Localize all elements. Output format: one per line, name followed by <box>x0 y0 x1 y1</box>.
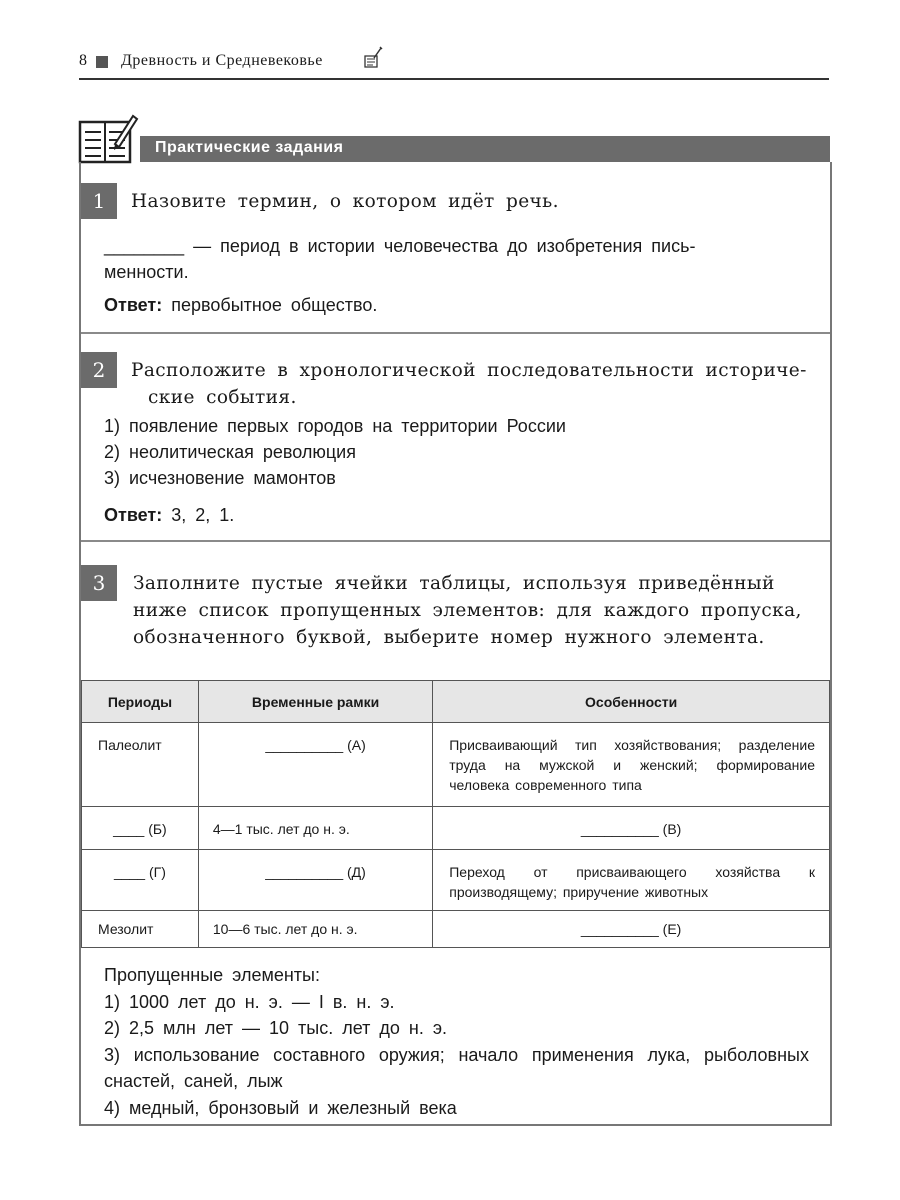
table-cell: __________ (Д) <box>198 850 432 911</box>
task-number-2: 2 <box>81 352 117 388</box>
page-number: 8 <box>79 52 87 69</box>
section-title-bar <box>140 136 830 162</box>
list-item: 4) медный, бронзовый и железный века <box>104 1097 457 1118</box>
list-item: 3) использование составного оружия; начало применения лука, рыболовных снастей, саней, лыж <box>104 1044 809 1091</box>
periods-table <box>81 680 830 948</box>
task-1-text-line-1: ________ — период в истории человечества до изобретения пись- <box>104 236 696 256</box>
table-cell: __________ (В) <box>433 807 830 850</box>
task-2-question-line-1: Расположите в хронологической последовательности историче- <box>131 360 807 381</box>
task-number-3: 3 <box>81 565 117 601</box>
table-cell: ____ (Б) <box>82 807 199 850</box>
table-cell: 4—1 тыс. лет до н. э. <box>198 807 432 850</box>
answer-label: Ответ: <box>104 505 163 525</box>
table-row <box>82 911 830 948</box>
list-item: 2) 2,5 млн лет — 10 тыс. лет до н. э. <box>104 1018 448 1038</box>
task-2-question-line-2: ские события. <box>148 387 297 408</box>
chapter-title: Древность и Средневековье <box>121 52 323 69</box>
missing-elements-list <box>104 962 809 1121</box>
divider <box>81 540 830 542</box>
missing-elements-title: Пропущенные элементы: <box>104 965 320 985</box>
table-row <box>82 807 830 850</box>
task-1-question: Назовите термин, о котором идёт речь. <box>131 191 559 212</box>
table-header-row <box>82 681 830 723</box>
task-1-text-line-2: менности. <box>104 262 189 282</box>
table-cell: Переход от присваивающего хозяйства к производящему; приручение животных <box>433 850 830 911</box>
section-title: Практические задания <box>155 139 344 156</box>
answer-value: первобытное общество. <box>171 295 378 315</box>
task-3-question-line-1: Заполните пустые ячейки таблицы, используя приведённый <box>133 573 775 594</box>
task-2-answer <box>104 502 234 528</box>
table-cell: __________ (Е) <box>433 911 830 948</box>
answer-value: 3, 2, 1. <box>171 505 235 525</box>
task-1-answer <box>104 292 377 318</box>
table-row <box>82 850 830 911</box>
column-header-time-frame: Временные рамки <box>198 681 432 723</box>
table-row <box>82 723 830 807</box>
column-header-periods: Периоды <box>82 681 199 723</box>
answer-label: Ответ: <box>104 295 163 315</box>
scroll-pen-icon <box>362 46 384 70</box>
notebook-pen-icon <box>77 110 139 166</box>
header-square-marker <box>96 56 108 68</box>
list-item: 1) 1000 лет до н. э. — I в. н. э. <box>104 991 395 1012</box>
task-number-1: 1 <box>81 183 117 219</box>
divider <box>81 332 830 334</box>
table-cell: ____ (Г) <box>82 850 199 911</box>
table-cell: __________ (А) <box>198 723 432 807</box>
task-2-item-3: 3) исчезновение мамонтов <box>104 468 336 488</box>
column-header-features: Особенности <box>433 681 830 723</box>
task-2-item-2: 2) неолитическая революция <box>104 442 356 462</box>
task-3-question-line-3: обозначенного буквой, выберите номер нужного элемента. <box>133 627 765 648</box>
task-3-question-line-2: ниже список пропущенных элементов: для каждого пропуска, <box>133 600 802 621</box>
task-2-item-1: 1) появление первых городов на территории России <box>104 416 566 436</box>
table-cell: Мезолит <box>82 911 199 948</box>
table-cell: Присваивающий тип хозяйствования; разделение труда на мужской и женский; формирование человека современного типа <box>433 723 830 807</box>
table-cell: 10—6 тыс. лет до н. э. <box>198 911 432 948</box>
running-header <box>79 52 829 80</box>
table-cell: Палеолит <box>82 723 199 807</box>
